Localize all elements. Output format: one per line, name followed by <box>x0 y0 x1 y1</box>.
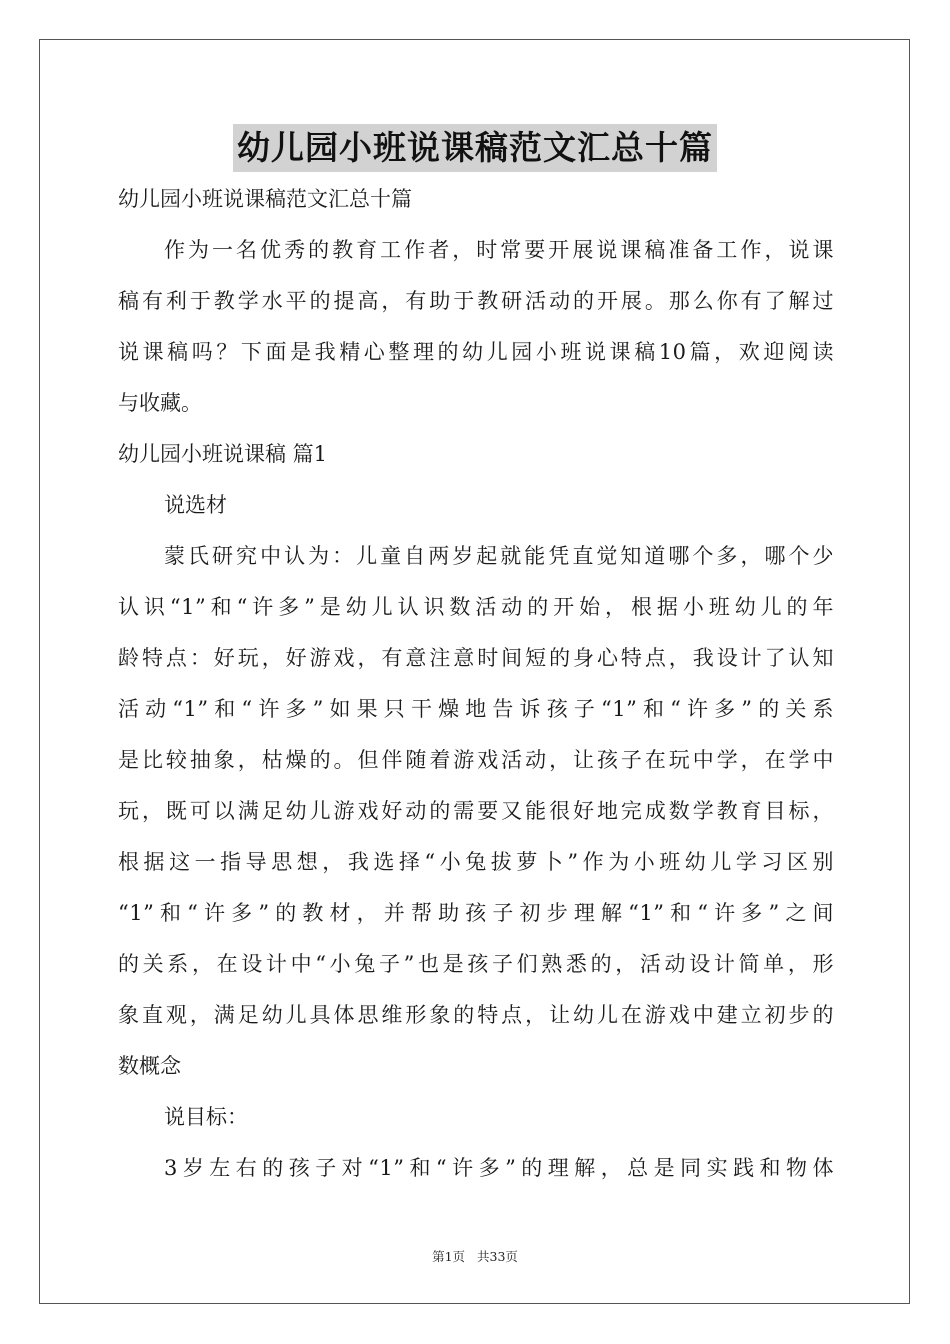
page-title: 幼儿园小班说课稿范文汇总十篇 <box>233 124 717 172</box>
text-line: 作为一名优秀的教育工作者，时常要开展说课稿准备工作，说课 <box>164 238 834 262</box>
text-line: 说课稿吗？下面是我精心整理的幼儿园小班说课稿10篇，欢迎阅读 <box>118 340 834 364</box>
page-total: 共33页 <box>477 1249 518 1264</box>
text-line: 3岁左右的孩子对“1”和“许多”的理解，总是同实践和物体 <box>164 1156 834 1180</box>
page-footer <box>0 1247 950 1265</box>
text-line: 活动“1”和“许多”如果只干燥地告诉孩子“1”和“许多”的关系 <box>118 697 834 721</box>
page-number: 第1页 <box>432 1249 466 1264</box>
text-line: 幼儿园小班说课稿范文汇总十篇 <box>118 187 412 211</box>
text-line: 说目标： <box>164 1105 248 1129</box>
text-line: “1”和“许多”的教材，并帮助孩子初步理解“1”和“许多”之间 <box>118 901 834 925</box>
text-line: 认识“1”和“许多”是幼儿认识数活动的开始，根据小班幼儿的年 <box>118 595 834 619</box>
document-body <box>118 180 834 1200</box>
text-line: 蒙氏研究中认为：儿童自两岁起就能凭直觉知道哪个多，哪个少 <box>164 544 834 568</box>
text-line: 是比较抽象，枯燥的。但伴随着游戏活动，让孩子在玩中学，在学中 <box>118 748 834 772</box>
text-line: 的关系，在设计中“小兔子”也是孩子们熟悉的，活动设计简单，形 <box>118 952 834 976</box>
text-line: 数概念 <box>118 1054 181 1078</box>
text-line: 玩，既可以满足幼儿游戏好动的需要又能很好地完成数学教育目标， <box>118 799 834 823</box>
text-line: 稿有利于教学水平的提高，有助于教研活动的开展。那么你有了解过 <box>118 289 834 313</box>
text-line: 说选材 <box>164 493 227 517</box>
text-line: 与收藏。 <box>118 391 202 415</box>
title-container <box>0 124 950 172</box>
text-line: 幼儿园小班说课稿 篇1 <box>118 442 328 466</box>
text-line: 龄特点：好玩，好游戏，有意注意时间短的身心特点，我设计了认知 <box>118 646 834 670</box>
text-line: 象直观，满足幼儿具体思维形象的特点，让幼儿在游戏中建立初步的 <box>118 1003 834 1027</box>
text-line: 根据这一指导思想，我选择“小兔拔萝卜”作为小班幼儿学习区别 <box>118 850 834 874</box>
